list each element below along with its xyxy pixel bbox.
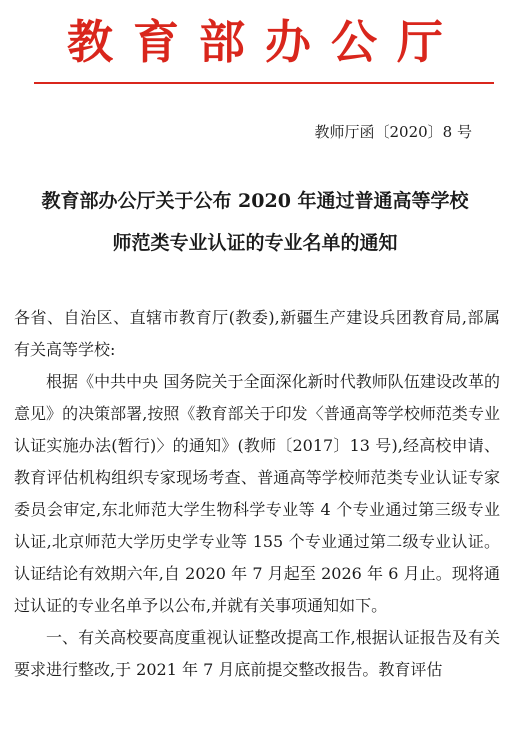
document-title: [20, 180, 490, 264]
body-paragraph-1: 根据《中共中央 国务院关于全面深化新时代教师队伍建设改革的意见》的决策部署,按照《教育部关于印发〈普通高等学校师范类专业认证实施办法(暂行)〉的通知》(教师〔2017〕13 号),经高校申请、教育评估机构组织专家现场考查、普通高等学校师范类专业认证专家委员会审定,东北师范大学生物科学专业等 4 个专业通过第三级专业认证,北京师范大学历史学专业等 155 个专业通过第二级专业认证。认证结论有效期六年,自 2020 年 7 月起至 2026 年 6 月止。现将通过认证的专业名单予以公布,并就有关事项通知如下。: [14, 372, 500, 615]
addressee: 各省、自治区、直辖市教育厅(教委),新疆生产建设兵团教育局,部属有关高等学校:: [14, 308, 500, 359]
issuing-authority-header: 教育部办公厅: [67, 15, 463, 69]
header-red-rule: [34, 82, 494, 84]
document-title-line-1: 教育部办公厅关于公布 2020 年通过普通高等学校: [41, 190, 469, 212]
body-paragraph-2: 一、有关高校要高度重视认证整改提高工作,根据认证报告及有关要求进行整改,于 2021 年 7 月底前提交整改报告。教育评估: [14, 628, 500, 679]
document-title-line-2: 师范类专业认证的专业名单的通知: [112, 232, 398, 254]
document-number: 教师厅函〔2020〕8 号: [314, 123, 472, 141]
document-body: [14, 302, 500, 686]
